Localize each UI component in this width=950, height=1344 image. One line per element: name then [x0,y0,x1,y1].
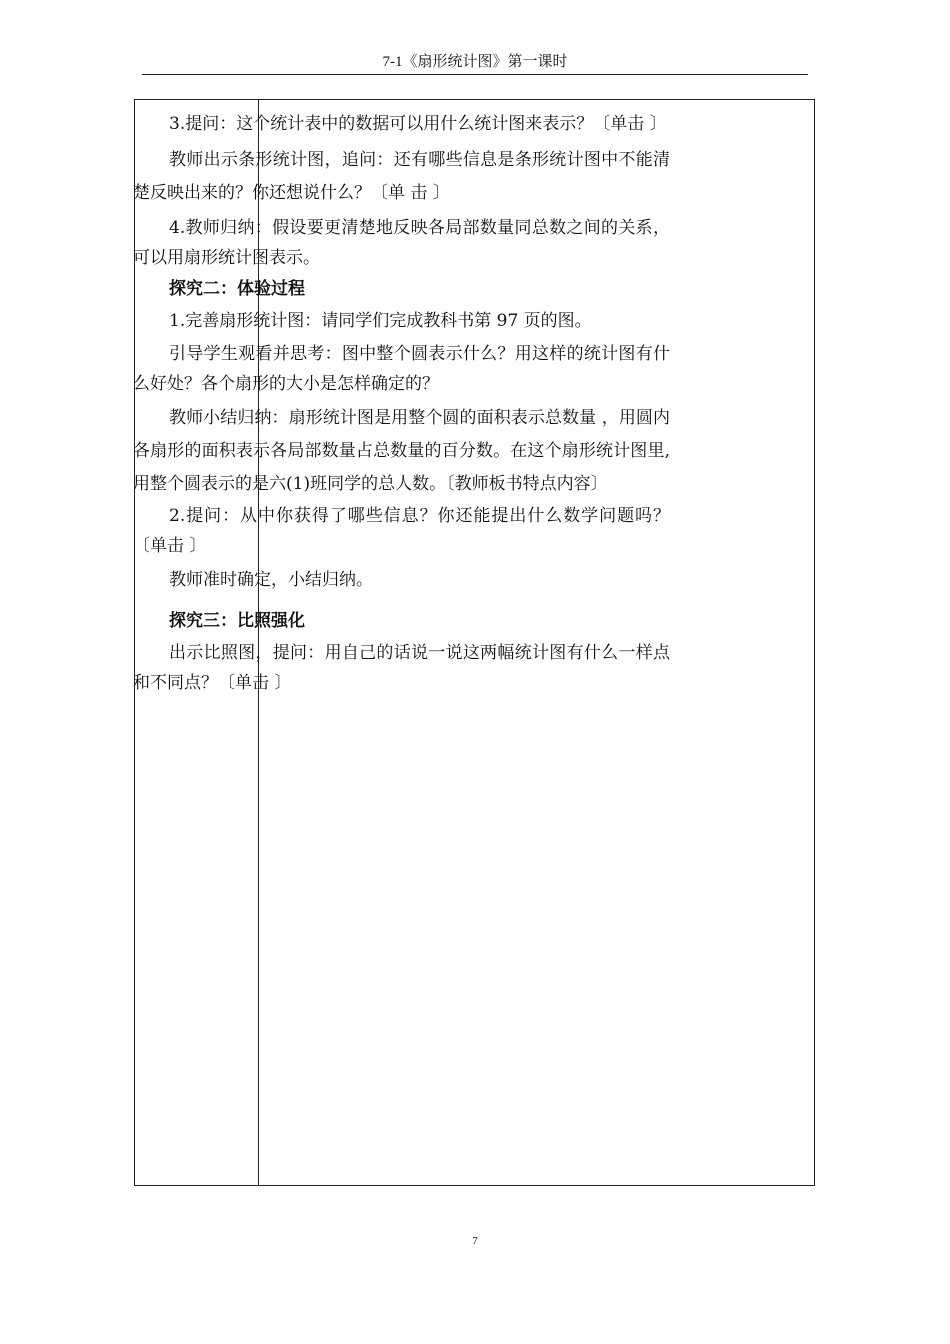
section-heading-explore-3: 探究三：比照强化 [169,611,305,631]
lesson-content-cell [133,108,670,698]
paragraph-guide-students: 引导学生观看并思考：图中整个圆表示什么？用这样的统计图有什么好处？各个扇形的大小是怎样确定的？ [133,344,670,394]
page-header-title: 7-1《扇形统计图》第一课时 [382,54,568,70]
paragraph-question-3: 3.提问：这个统计表中的数据可以用什么统计图来表示？〔单击 〕 [169,114,667,134]
paragraph-question-2: 2.提问：从中你获得了哪些信息？你还能提出什么数学问题吗？〔单击 〕 [133,506,670,556]
paragraph-teacher-confirm: 教师准时确定，小结归纳。 [169,570,373,590]
section-heading-explore-2: 探究二：体验过程 [169,279,305,299]
paragraph-bar-chart: 教师出示条形统计图，追问：还有哪些信息是条形统计图中不能清楚反映出来的？你还想说什么？〔单 击 〕 [133,150,670,203]
header-rule [142,74,808,75]
page-number: 7 [472,1235,478,1247]
paragraph-summary-4: 4.教师归纳：假设要更清楚地反映各局部数量同总数之间的关系，可以用扇形统计图表示。 [133,218,670,268]
paragraph-complete-chart: 1.完善扇形统计图：请同学们完成教科书第 97 页的图。 [169,311,592,331]
paragraph-compare-charts: 出示比照图，提问：用自己的话说一说这两幅统计图有什么一样点和不同点？〔单击 〕 [133,643,670,693]
paragraph-teacher-summary: 教师小结归纳：扇形统计图是用整个圆的面积表示总数量 ，用圆内各扇形的面积表示各局部数量占总数量的百分数。在这个扇形统计图里,用整个圆表示的是六(1)班同学的总人数。〔教师板书特点内容〕 [133,408,670,494]
